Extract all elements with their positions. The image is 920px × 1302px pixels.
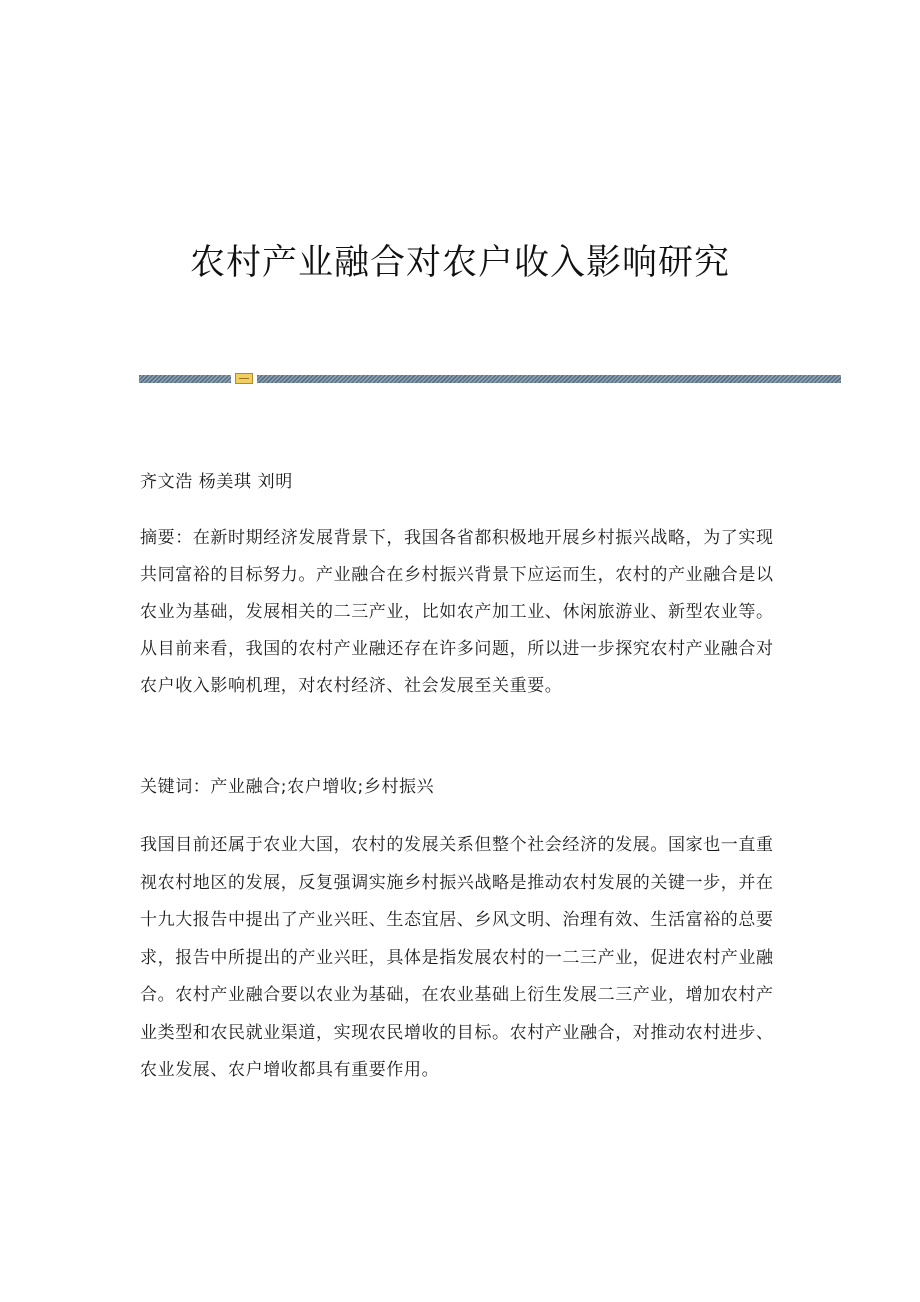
abstract-label: 摘要：: [140, 528, 193, 548]
authors: 齐文浩 杨美琪 刘明: [140, 472, 293, 492]
abstract-text: 在新时期经济发展背景下，我国各省都积极地开展乡村振兴战略，为了实现共同富裕的目标努力。产业融合在乡村振兴背景下应运而生，农村的产业融合是以农业为基础，发展相关的二三产业，比如农产加工业、休闲旅游业、新型农业等。从目前来看，我国的农村产业融还存在许多问题，所以进一步探究农村产业融合对农户收入影响机理，对农村经济、社会发展至关重要。: [140, 528, 774, 696]
abstract: [140, 520, 780, 705]
title-divider-left: [139, 375, 231, 383]
divider-ornament-icon: [235, 373, 253, 384]
body-paragraph: 我国目前还属于农业大国，农村的发展关系但整个社会经济的发展。国家也一直重视农村地区的发展，反复强调实施乡村振兴战略是推动农村发展的关键一步，并在十九大报告中提出了产业兴旺、生态宜居、乡风文明、治理有效、生活富裕的总要求，报告中所提出的产业兴旺，具体是指发展农村的一二三产业，促进农村产业融合。农村产业融合要以农业为基础，在农业基础上衍生发展二三产业，增加农村产业类型和农民就业渠道，实现农民增收的目标。农村产业融合，对推动农村进步、农业发展、农户增收都具有重要作用。: [140, 835, 774, 1080]
keywords-label: 关键词：: [140, 777, 211, 797]
document-title: 农村产业融合对农户收入影响研究: [189, 243, 730, 284]
keywords-text: 产业融合;农户增收;乡村振兴: [210, 777, 435, 797]
keywords: [140, 769, 780, 806]
title-divider-right: [257, 375, 841, 383]
